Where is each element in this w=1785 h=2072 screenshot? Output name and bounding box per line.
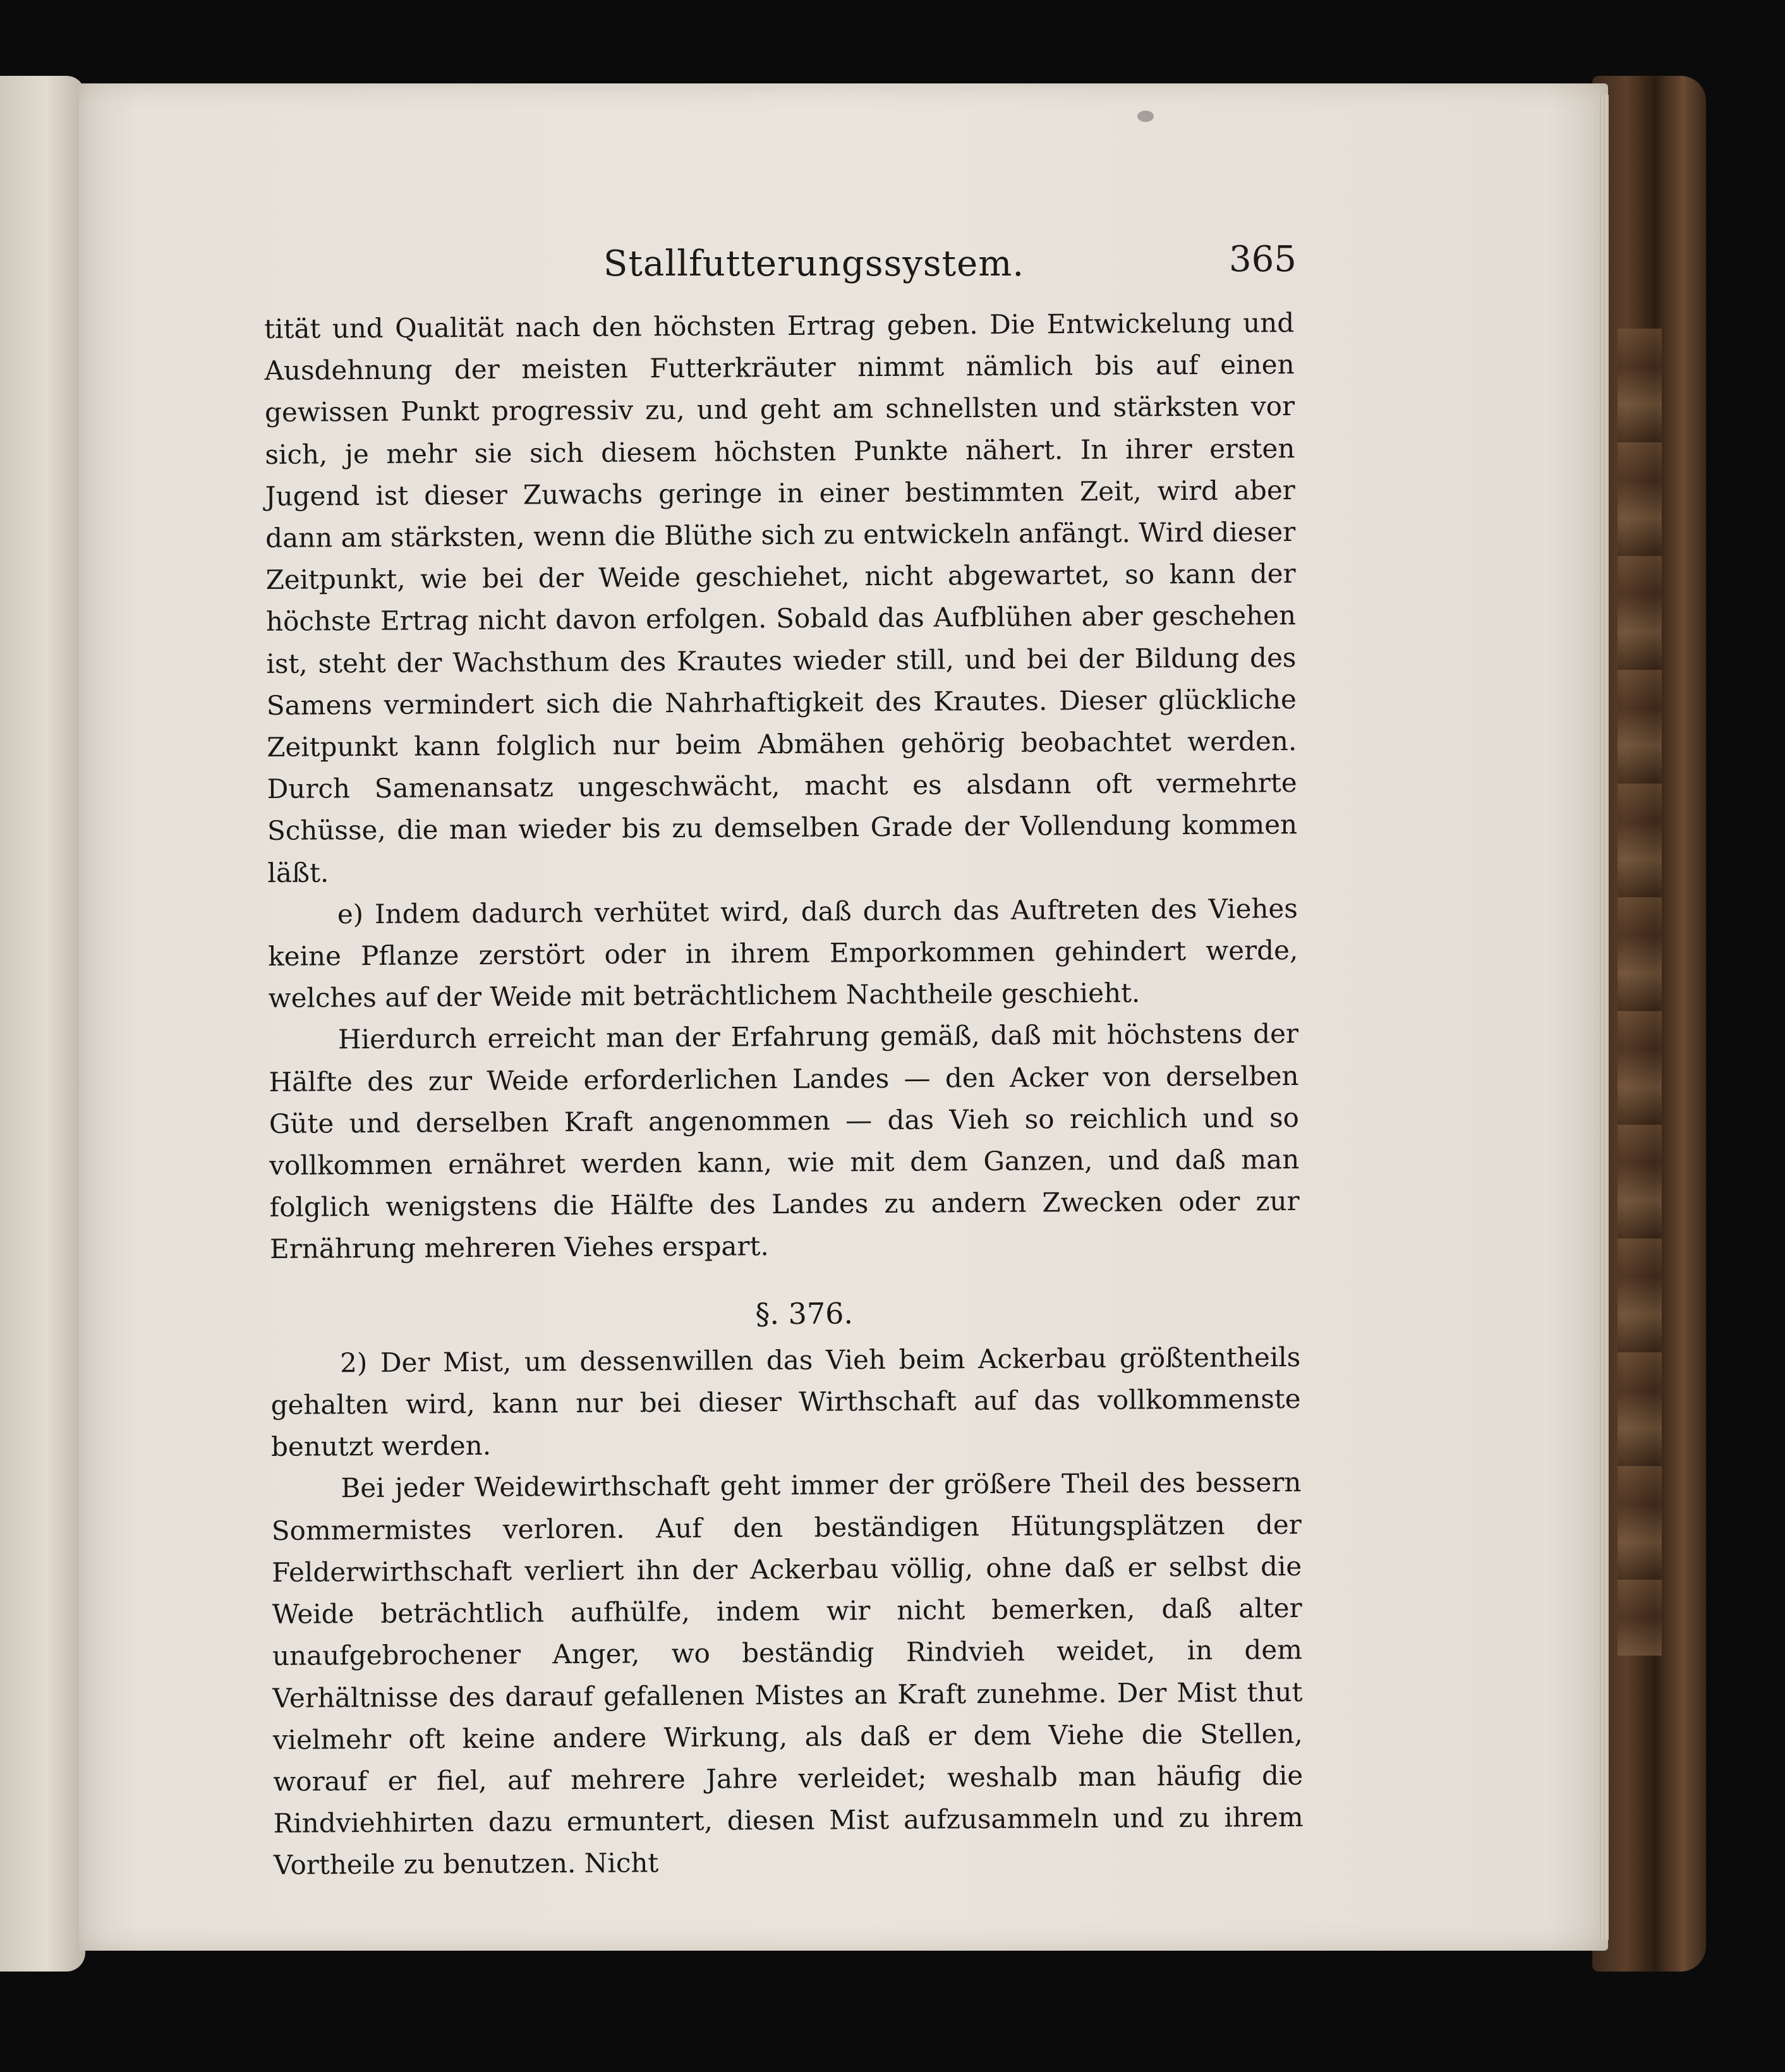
page-number: 365 <box>1229 239 1297 280</box>
running-header: Stallfutterungssystem. <box>603 243 1025 284</box>
paragraph-point-2: 2) Der Mist, um dessenwillen das Vieh beim Ackerbau größtentheils gehalten wird, kann nur bei dieser Wirthschaft auf das vollkommenste benutzt werden. <box>270 1341 1301 1463</box>
book-cover-edge <box>1592 76 1706 1972</box>
page-stack-edge <box>1599 95 1609 1940</box>
paragraph-manure: Bei jeder Weidewirthschaft geht immer der größere Theil des bessern Sommermistes verloren. Auf den beständigen Hütungsplätzen der Felderwirthschaft verliert ihn der Ackerbau völlig, ohne daß er selbst die Weide beträchtlich aufhülfe, indem wir nicht bemerken, daß alter unaufgebrochener Anger, wo beständig Rindvieh weidet, in dem Verhältnisse des darauf gefallenen Mistes an Kraft zunehme. Der Mist thut vielmehr oft keine andere Wirkung, als daß er dem Viehe die Stellen, worauf er fiel, auf mehrere Jahre verleidet; weshalb man häufig die Rindviehhirten dazu ermuntert, diesen Mist aufzusammeln und zu ihrem Vortheile zu benutzen. Nicht <box>271 1467 1304 1881</box>
page-stain <box>1137 111 1154 122</box>
paragraph-point-e: e) Indem dadurch verhütet wird, daß durch das Auftreten des Viehes keine Pflanze zerstört oder in ihrem Emporkommen gehindert werde, welches auf der Weide mit beträchtlichem Nachtheile geschieht. <box>268 892 1298 1014</box>
paragraph-conclusion: Hierdurch erreicht man der Erfahrung gemäß, daß mit höchstens der Hälfte des zur Weide erforderlichen Landes — den Acker von derselben Güte und derselben Kraft angenommen — das Vieh so reichlich und so vollkommen ernähret werden kann, wie mit dem Ganzen, und daß man folglich wenigstens die Hälfte des Landes zu andern Zwecken oder zur Ernährung mehreren Viehes erspart. <box>269 1018 1300 1265</box>
section-heading: §. 376. <box>755 1296 854 1331</box>
left-page <box>0 76 85 1972</box>
body-text <box>264 302 1304 1886</box>
paragraph-continuation: tität und Qualität nach den höchsten Ertrag geben. Die Entwickelung und Ausdehnung der meisten Futterkräuter nimmt nämlich bis auf einen gewissen Punkt progressiv zu, und geht am schnellsten und stärksten vor sich, je mehr sie sich diesem höchsten Punkte nähert. In ihrer ersten Jugend ist dieser Zuwachs geringe in einer bestimmten Zeit, wird aber dann am stärksten, wenn die Blüthe sich zu entwickeln anfängt. Wird dieser Zeitpunkt, wie bei der Weide geschiehet, nicht abgewartet, so kann der höchste Ertrag nicht davon erfolgen. Sobald das Aufblühen aber geschehen ist, steht der Wachsthum des Krautes wieder still, und bei der Bildung des Samens vermindert sich die Nahrhaftigkeit des Krautes. Dieser glückliche Zeitpunkt kann folglich nur beim Abmähen gehörig beobachtet werden. Durch Samenansatz ungeschwächt, macht es alsdann oft vermehrte Schüsse, die man wieder bis zu demselben Grade der Vollendung kommen läßt. <box>264 307 1298 888</box>
